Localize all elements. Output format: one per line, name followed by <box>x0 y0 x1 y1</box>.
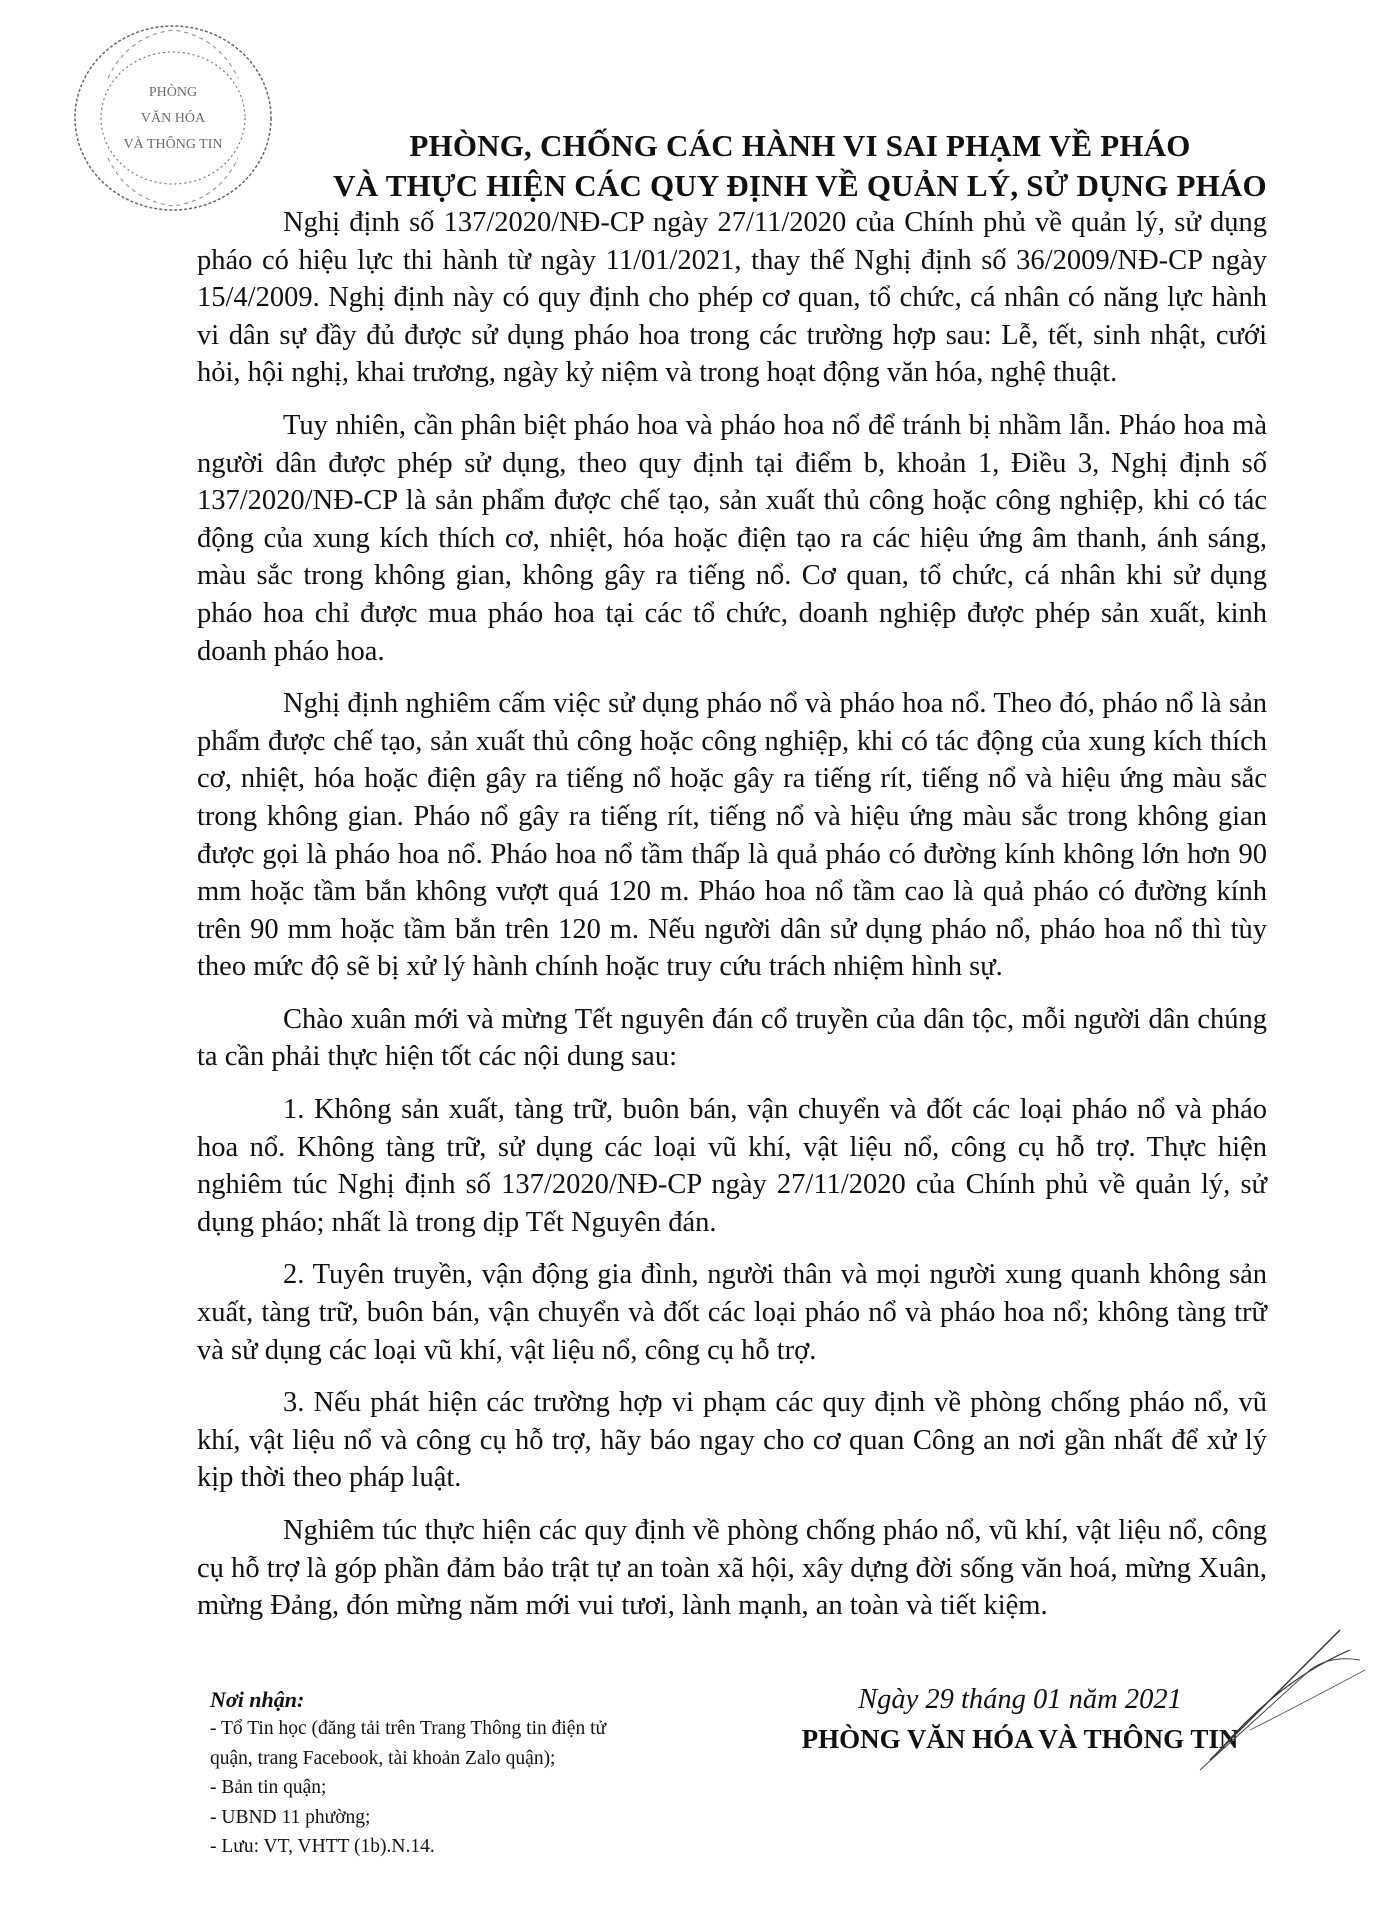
official-stamp <box>68 18 278 218</box>
handwritten-signature <box>1190 1610 1370 1780</box>
paragraph-conclusion: Nghiêm túc thực hiện các quy định về phòng chống pháo nổ, vũ khí, vật liệu nổ, công cụ hỗ trợ là góp phần đảm bảo trật tự an toàn xã hội, xây dựng đời sống văn hoá, mừng Xuân, mừng Đảng, đón mừng năm mới vui tươi, lành mạnh, an toàn và tiết kiệm. <box>197 1515 1267 1622</box>
recipients-list <box>210 1714 630 1862</box>
list-item-3: 3. Nếu phát hiện các trường hợp vi phạm các quy định về phòng chống pháo nổ, vũ khí, vật liệu nổ và công cụ hỗ trợ, hãy báo ngay cho cơ quan Công an nơi gần nhất để xử lý kịp thời theo pháp luật. <box>197 1387 1267 1494</box>
recipient-item: - UBND 11 phường; <box>210 1806 371 1828</box>
paragraph-intro: Nghị định số 137/2020/NĐ-CP ngày 27/11/2020 của Chính phủ về quản lý, sử dụng pháo có hiệu lực thi hành từ ngày 11/01/2021, thay thế Nghị định số 36/2009/NĐ-CP ngày 15/4/2009. Nghị định này có quy định cho phép cơ quan, tổ chức, cá nhân có năng lực hành vi dân sự đầy đủ được sử dụng pháo hoa trong các trường hợp sau: Lễ, tết, sinh nhật, cưới hỏi, hội nghị, khai trương, ngày kỷ niệm và trong hoạt động văn hóa, nghệ thuật. <box>197 207 1267 389</box>
list-item-2: 2. Tuyên truyền, vận động gia đình, người thân và mọi người xung quanh không sản xuất, tàng trữ, buôn bán, vận chuyển và đốt các loại pháo nổ và pháo hoa nổ; không tàng trữ và sử dụng các loại vũ khí, vật liệu nổ, công cụ hỗ trợ. <box>197 1259 1267 1366</box>
document-title <box>290 126 1310 206</box>
signature-strokes <box>1190 1610 1370 1780</box>
signature-date: Ngày 29 tháng 01 năm 2021 <box>858 1684 1182 1715</box>
signature-org: PHÒNG VĂN HÓA VÀ THÔNG TIN <box>801 1724 1239 1754</box>
recipients-block <box>210 1686 630 1862</box>
recipients-label: Nơi nhận: <box>210 1687 305 1712</box>
stamp-line-2: VĂN HÓA <box>140 111 206 126</box>
list-item-1: 1. Không sản xuất, tàng trữ, buôn bán, vận chuyển và đốt các loại pháo nổ và pháo hoa nổ. Không tàng trữ, sử dụng các loại vũ khí, vật liệu nổ, công cụ hỗ trợ. Thực hiện nghiêm túc Nghị định số 137/2020/NĐ-CP ngày 27/11/2020 của Chính phủ về quản lý, sử dụng pháo; nhất là trong dịp Tết Nguyên đán. <box>197 1094 1267 1238</box>
recipient-item: - Bản tin quận; <box>210 1777 327 1798</box>
title-line-2: VÀ THỰC HIỆN CÁC QUY ĐỊNH VỀ QUẢN LÝ, SỬ DỤNG PHÁO <box>333 168 1267 203</box>
stamp-line-1: PHÒNG <box>148 85 198 100</box>
stamp-line-3: VÀ THÔNG TIN <box>123 137 223 152</box>
recipient-item: - Tổ Tin học (đăng tải trên Trang Thông tin điện tử quận, trang Facebook, tài khoản Zalo quận); <box>210 1718 607 1769</box>
paragraph-distinction: Tuy nhiên, cần phân biệt pháo hoa và pháo hoa nổ để tránh bị nhầm lẫn. Pháo hoa mà người dân được phép sử dụng, theo quy định tại điểm b, khoản 1, Điều 3, Nghị định số 137/2020/NĐ-CP là sản phẩm được chế tạo, sản xuất thủ công hoặc công nghiệp, khi có tác động của xung kích thích cơ, nhiệt, hóa hoặc điện tạo ra các hiệu ứng âm thanh, ánh sáng, màu sắc trong không gian, không gây ra tiếng nổ. Cơ quan, tổ chức, cá nhân khi sử dụng pháo hoa chỉ được mua pháo hoa tại các tổ chức, doanh nghiệp được phép sản xuất, kinh doanh pháo hoa. <box>197 409 1267 667</box>
paragraph-call-to-action: Chào xuân mới và mừng Tết nguyên đán cổ truyền của dân tộc, mỗi người dân chúng ta cần phải thực hiện tốt các nội dung sau: <box>197 1003 1267 1073</box>
stamp-graphic <box>68 18 278 218</box>
recipient-item: - Lưu: VT, VHTT (1b).N.14. <box>210 1836 435 1857</box>
paragraph-prohibition: Nghị định nghiêm cấm việc sử dụng pháo nổ và pháo hoa nổ. Theo đó, pháo nổ là sản phẩm được chế tạo, sản xuất thủ công hoặc công nghiệp, khi có tác động của xung kích thích cơ, nhiệt, hóa hoặc điện gây ra tiếng nổ hoặc gây ra tiếng rít, tiếng nổ và hiệu ứng màu sắc trong không gian. Pháo nổ gây ra tiếng rít, tiếng nổ và hiệu ứng màu sắc trong không gian được gọi là pháo hoa nổ. Pháo hoa nổ tầm thấp là quả pháo có đường kính không lớn hơn 90 mm hoặc tầm bắn không vượt quá 120 m. Pháo hoa nổ tầm cao là quả pháo có đường kính trên 90 mm hoặc tầm bắn trên 120 m. Nếu người dân sử dụng pháo nổ, pháo hoa nổ thì tùy theo mức độ sẽ bị xử lý hành chính hoặc truy cứu trách nhiệm hình sự. <box>197 688 1267 983</box>
title-line-1: PHÒNG, CHỐNG CÁC HÀNH VI SAI PHẠM VỀ PHÁO <box>409 128 1191 163</box>
document-body <box>197 204 1267 1640</box>
